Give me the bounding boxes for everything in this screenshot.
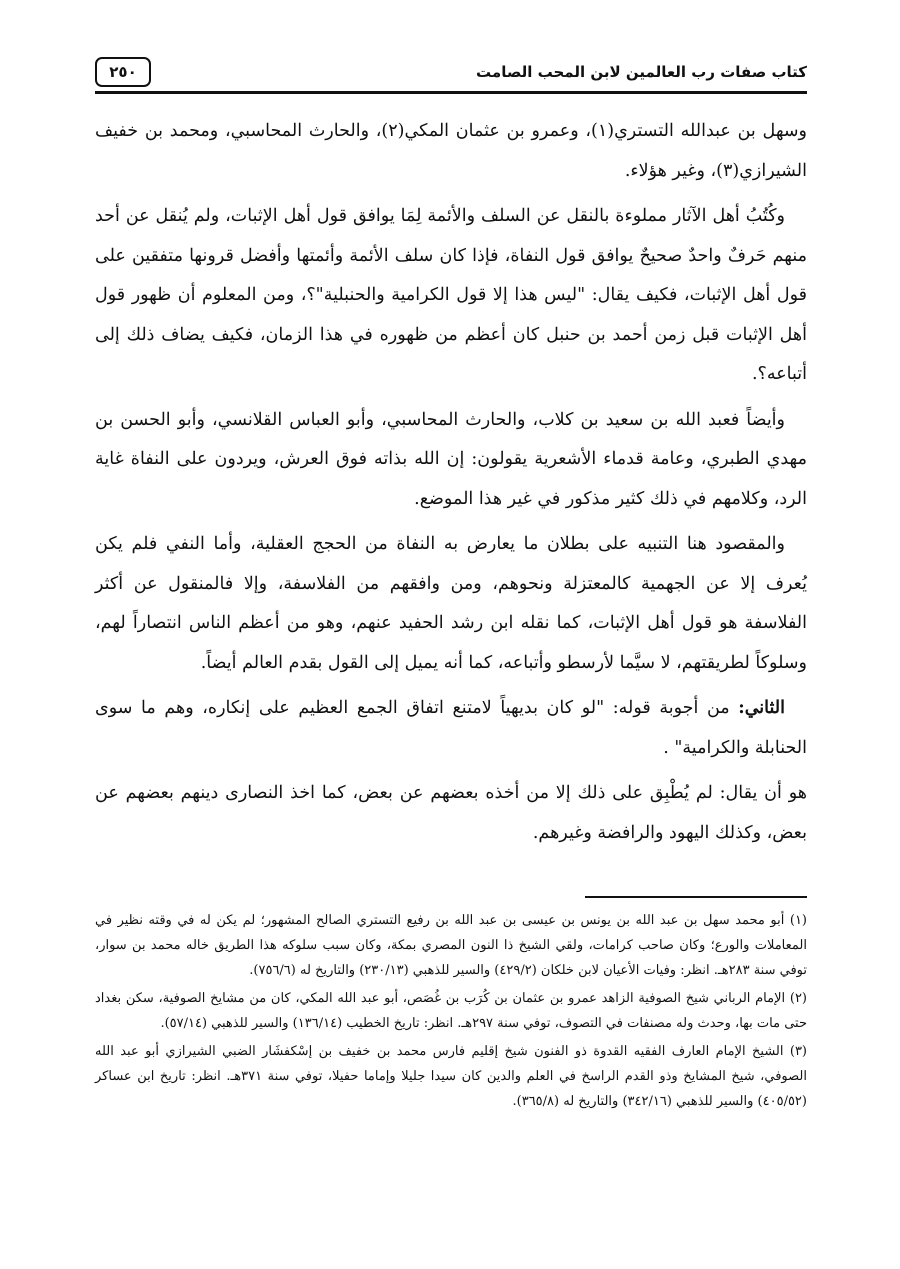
footnotes [95,908,807,1117]
page-number: ٢٥٠ [95,57,151,87]
paragraph-last: هو أن يقال: لم يُطْبِق على ذلك إلا من أخذه بعضهم عن بعض، كما اخذ النصارى دينهم بعضهم عن بعض، وكذلك اليهود والرافضة وغيرهم. [95,783,807,843]
header-divider [95,91,807,94]
main-text [95,112,807,859]
paragraph-4: والمقصود هنا التنبيه على بطلان ما يعارض به النفاة من الحجج العقلية، وأما النفي فلم يكن يُعرف إلا عن الجهمية كالمعتزلة ونحوهم، ومن وافقهم من الفلاسفة، وإلا فالمنقول عن أكثر الفلاسفة هو قول أهل الإثبات، كما نقله ابن رشد الحفيد عنهم، وهو من أعظم الناس انتصاراً لهم، وسلوكاً لطريقتهم، لا سيَّما لأرسطو وأتباعه، كما أنه يميل إلى القول بقدم العالم أيضاً. [95,534,807,673]
paragraph-1: وسهل بن عبدالله التستري(١)، وعمرو بن عثمان المكي(٢)، والحارث المحاسبي، ومحمد بن خفيف الشيرازي(٣)، وغير هؤلاء. [95,121,807,181]
second-label: الثاني: [738,698,785,718]
footnote-2: (٢) الإمام الرباني شيخ الصوفية الزاهد عمرو بن عثمان بن كُرَب بن غُصَص، أبو عبد الله المكي، كان من مشايخ الصوفية، سكن بغداد حتى مات بها، وحدث وله مصنفات في التصوف، توفي سنة ٢٩٧هـ. انظر: تاريخ الخطيب (١٣٦/١٤) والسير للذهبي (٥٧/١٤). [95,991,807,1031]
second-text: من أجوبة قوله: "لو كان بديهياً لامتنع اتفاق الجمع العظيم على إنكاره، وهم ما سوى الحنابلة والكرامية" . [95,698,807,758]
book-title: كتاب صفات رب العالمين لابن المحب الصامت [476,63,807,81]
footnote-3: (٣) الشيخ الإمام العارف الفقيه القدوة ذو الفنون شيخ إقليم فارس محمد بن خفيف بن إسْكفشَار الضبي الشيرازي أبو عبد الله الصوفي، شيخ المشايخ وذو القدم الراسخ في العلم والدين كان سيدا جليلا وإماما حفيلا، توفي سنة ٣٧١هـ. انظر: تاريخ ابن عساكر (٤٠٥/٥٢) والسير للذهبي (٣٤٢/١٦) والتاريخ له (٣٦٥/٨). [95,1044,807,1109]
footnote-separator [585,896,807,898]
paragraph-3: وأيضاً فعبد الله بن سعيد بن كلاب، والحارث المحاسبي، وأبو العباس القلانسي، وأبو الحسن بن مهدي الطبري، وعامة قدماء الأشعرية يقولون: إن الله بذاته فوق العرش، ويردون على النفاة غاية الرد، وكلامهم في ذلك كثير مذكور في غير هذا الموضع. [95,409,807,509]
page-header [95,55,807,95]
footnote-1: (١) أبو محمد سهل بن عبد الله بن يونس بن عيسى بن عبد الله بن رفيع التستري الصالح المشهور؛ لم يكن له في وقته نظير في المعاملات والورع؛ وكان صاحب كرامات، ولقي الشيخ ذا النون المصري بمكة، وكان سبب سلوكه هذا الطريق خاله محمد بن سوار، توفي سنة ٢٨٣هـ. انظر: وفيات الأعيان لابن خلكان (٤٢٩/٢) والسير للذهبي (٢٣٠/١٣) والتاريخ له (٧٥٦/٦). [95,913,807,978]
paragraph-second-answer [95,689,807,768]
paragraph-2: وكُتُبُ أهل الآثار مملوءة بالنقل عن السلف والأئمة لِمَا يوافق قول أهل الإثبات، ولم يُنقل عن أحد منهم حَرفٌ واحدٌ صحيحٌ يوافق قول النفاة، فإذا كان سلف الأئمة وأئمتها وأفضل قرونها متفقين على قول أهل الإثبات، فكيف يقال: "ليس هذا إلا قول الكرامية والحنبلية"؟، ومن المعلوم أن ظهور قول أهل الإثبات قبل زمن أحمد بن حنبل كان أعظم من ظهوره في هذا الزمان، فكيف يضاف ذلك إلى أتباعه؟. [95,206,807,384]
